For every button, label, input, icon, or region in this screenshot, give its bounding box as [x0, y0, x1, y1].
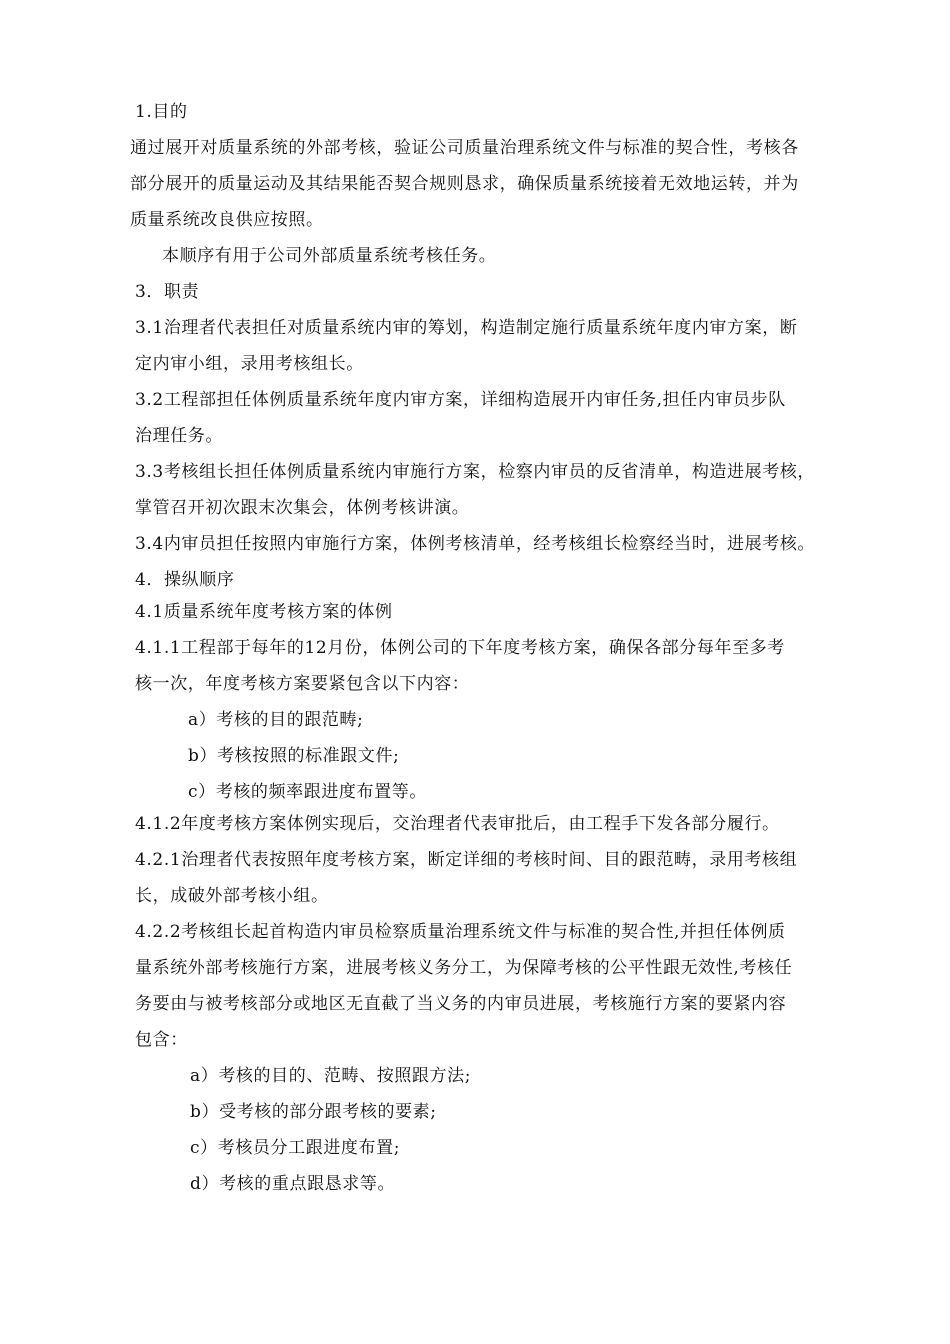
subsection-heading: 4.1质量系统年度考核方案的体例 — [135, 602, 393, 622]
section-heading: 3．职责 — [135, 282, 200, 302]
paragraph-line: 核一次，年度考核方案要紧包含以下内容： — [135, 674, 470, 694]
list-item: a）考核的目的跟范畴; — [188, 710, 364, 730]
paragraph-line: 治理任务。 — [135, 426, 223, 446]
paragraph-line: 包含： — [135, 1030, 188, 1050]
paragraph-line: 定内审小组，录用考核组长。 — [135, 354, 364, 374]
list-item: b）考核按照的标准跟文件; — [188, 746, 400, 766]
section-heading: 1.目的 — [135, 102, 188, 122]
paragraph-line: 掌管召开初次跟末次集会，体例考核讲演。 — [135, 498, 470, 518]
paragraph-line: 务要由与被考核部分或地区无直截了当义务的内审员进展，考核施行方案的要紧内容 — [135, 994, 787, 1014]
list-item: c）考核员分工跟进度布置; — [190, 1138, 401, 1158]
paragraph-line: 量系统外部考核施行方案，进展考核义务分工，为保障考核的公平性跟无效性,考核任 — [135, 958, 793, 978]
paragraph-line: 3.4内审员担任按照内审施行方案，体例考核清单，经考核组长检察经当时，进展考核。 — [135, 534, 816, 554]
paragraph-line: 质量系统改良供应按照。 — [130, 210, 324, 230]
list-item: d）考核的重点跟恳求等。 — [190, 1174, 396, 1194]
paragraph-line: 长，成破外部考核小组。 — [135, 886, 329, 906]
paragraph-line: 4.1.1工程部于每年的12月份，体例公司的下年度考核方案，确保各部分每年至多考 — [135, 638, 785, 658]
paragraph-line: 4.1.2年度考核方案体例实现后，交治理者代表审批后，由工程手下发各部分履行。 — [135, 814, 780, 834]
paragraph-line: 4.2.1治理者代表按照年度考核方案，断定详细的考核时间、目的跟范畴，录用考核组 — [135, 850, 798, 870]
paragraph-line: 3.3考核组长担任体例质量系统内审施行方案，检察内审员的反省清单，构造进展考核， — [135, 462, 816, 482]
paragraph-line: 部分展开的质量运动及其结果能否契合规则恳求，确保质量系统接着无效地运转，并为 — [130, 174, 799, 194]
paragraph-line: 本顺序有用于公司外部质量系统考核任务。 — [162, 246, 497, 266]
list-item: b）受考核的部分跟考核的要素; — [190, 1102, 437, 1122]
list-item: c）考核的频率跟进度布置等。 — [188, 782, 427, 802]
paragraph-line: 通过展开对质量系统的外部考核，验证公司质量治理系统文件与标准的契合性，考核各 — [130, 138, 799, 158]
section-heading: 4．操纵顺序 — [135, 570, 235, 590]
paragraph-line: 3.1治理者代表担任对质量系统内审的筹划，构造制定施行质量系统年度内审方案，断 — [135, 318, 798, 338]
list-item: a）考核的目的、范畴、按照跟方法; — [190, 1066, 472, 1086]
paragraph-line: 4.2.2考核组长起首构造内审员检察质量治理系统文件与标准的契合性,并担任体例质 — [135, 922, 786, 942]
paragraph-line: 3.2工程部担任体例质量系统年度内审方案，详细构造展开内审任务,担任内审员步队 — [135, 390, 786, 410]
